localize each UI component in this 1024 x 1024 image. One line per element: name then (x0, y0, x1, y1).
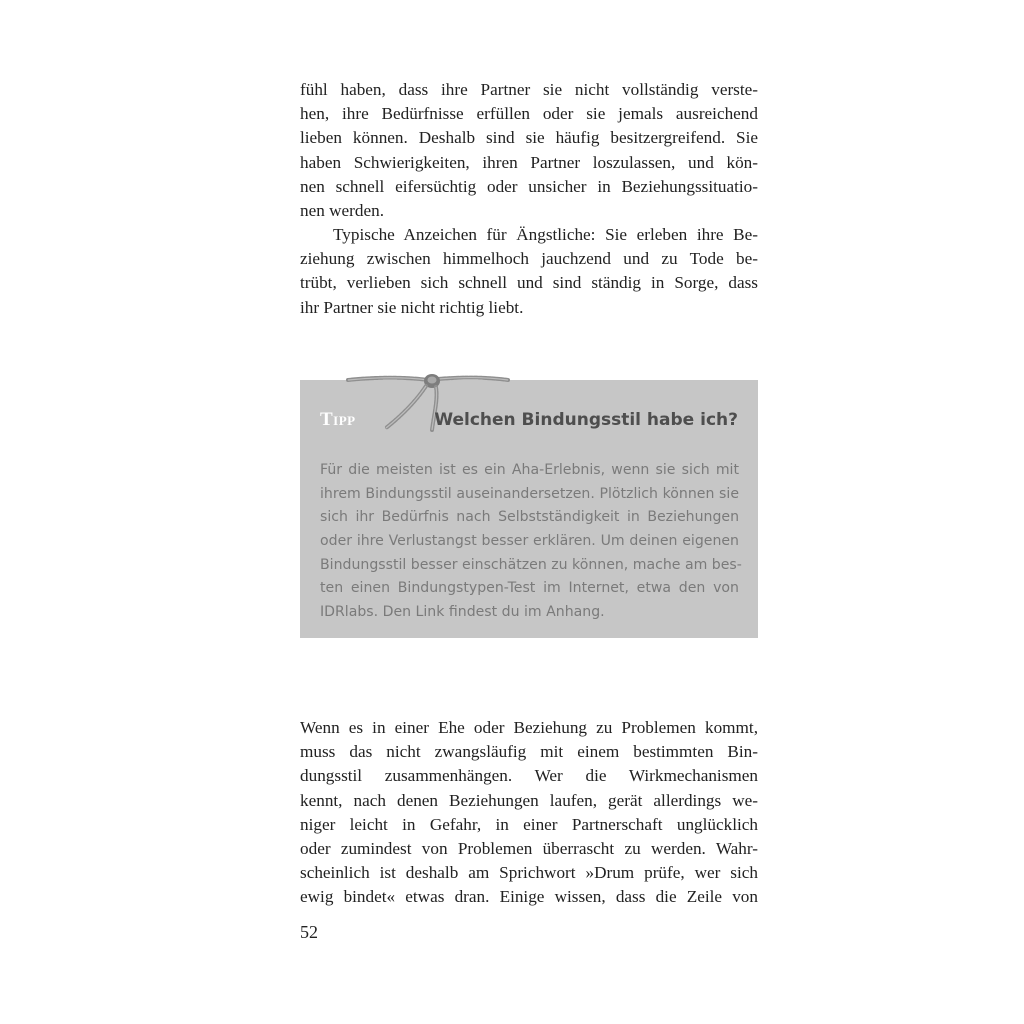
text-line: nen schnell eifersüchtig oder unsicher in Beziehungssituatio- (300, 176, 758, 196)
tip-title: Welchen Bindungsstil habe ich? (434, 410, 738, 430)
text-line: ewig bindet« etwas dran. Einige wissen, dass die Zeile von (300, 887, 758, 907)
text-line: fühl haben, dass ihre Partner sie nicht vollständig verste- (300, 80, 758, 99)
tip-text-line: Für die meisten ist es ein Aha-Erlebnis, wenn sie sich mit (320, 462, 739, 478)
text-line: Wenn es in einer Ehe oder Beziehung zu Problemen kommt, (300, 718, 758, 737)
text-line: hen, ihre Bedürfnisse erfüllen oder sie jemals ausreichend (300, 104, 758, 124)
text-line: Typische Anzeichen für Ängstliche: Sie erleben ihre Be- (333, 225, 758, 244)
paragraph-3 (300, 716, 758, 910)
tip-text-line: ihrem Bindungsstil auseinandersetzen. Plötzlich können sie (320, 485, 739, 502)
tip-body (320, 459, 742, 625)
text-line: oder zumindest von Problemen überrascht zu werden. Wahr- (300, 838, 758, 858)
text-line: lieben können. Deshalb sind sie häufig besitzergreifend. Sie (300, 128, 758, 148)
text-line: haben Schwierigkeiten, ihren Partner loszulassen, und kön- (300, 152, 758, 172)
tip-text-line: IDRlabs. Den Link findest du im Anhang. (320, 604, 605, 621)
text-line: nen werden. (300, 200, 384, 220)
paragraph-1 (300, 78, 758, 223)
text-line: muss das nicht zwangsläufig mit einem bestimmten Bin- (300, 742, 758, 762)
tip-label: Tipp (320, 409, 356, 430)
tip-text-line: Bindungsstil besser einschätzen zu können, mache am bes- (320, 556, 742, 573)
page-number: 52 (300, 922, 318, 942)
text-line: niger leicht in Gefahr, in einer Partnerschaft unglücklich (300, 814, 758, 834)
text-line: ihr Partner sie nicht richtig liebt. (300, 297, 524, 317)
text-line: ziehung zwischen himmelhoch jauchzend und zu Tode be- (300, 249, 758, 269)
tip-text-line: ten einen Bindungstypen-Test im Internet, etwa den von (320, 580, 739, 597)
text-line: scheinlich ist deshalb am Sprichwort »Drum prüfe, wer sich (300, 863, 758, 883)
tip-text-line: oder ihre Verlustangst besser erklären. Um deinen eigenen (320, 533, 739, 550)
text-line: kennt, nach denen Beziehungen laufen, gerät allerdings we- (300, 790, 758, 810)
text-line: trübt, verlieben sich schnell und sind ständig in Sorge, dass (300, 273, 758, 293)
paragraph-2 (300, 223, 758, 320)
text-line: dungsstil zusammenhängen. Wer die Wirkmechanismen (300, 766, 758, 786)
tip-text-line: sich ihr Bedürfnis nach Selbstständigkeit in Beziehungen (320, 509, 739, 526)
